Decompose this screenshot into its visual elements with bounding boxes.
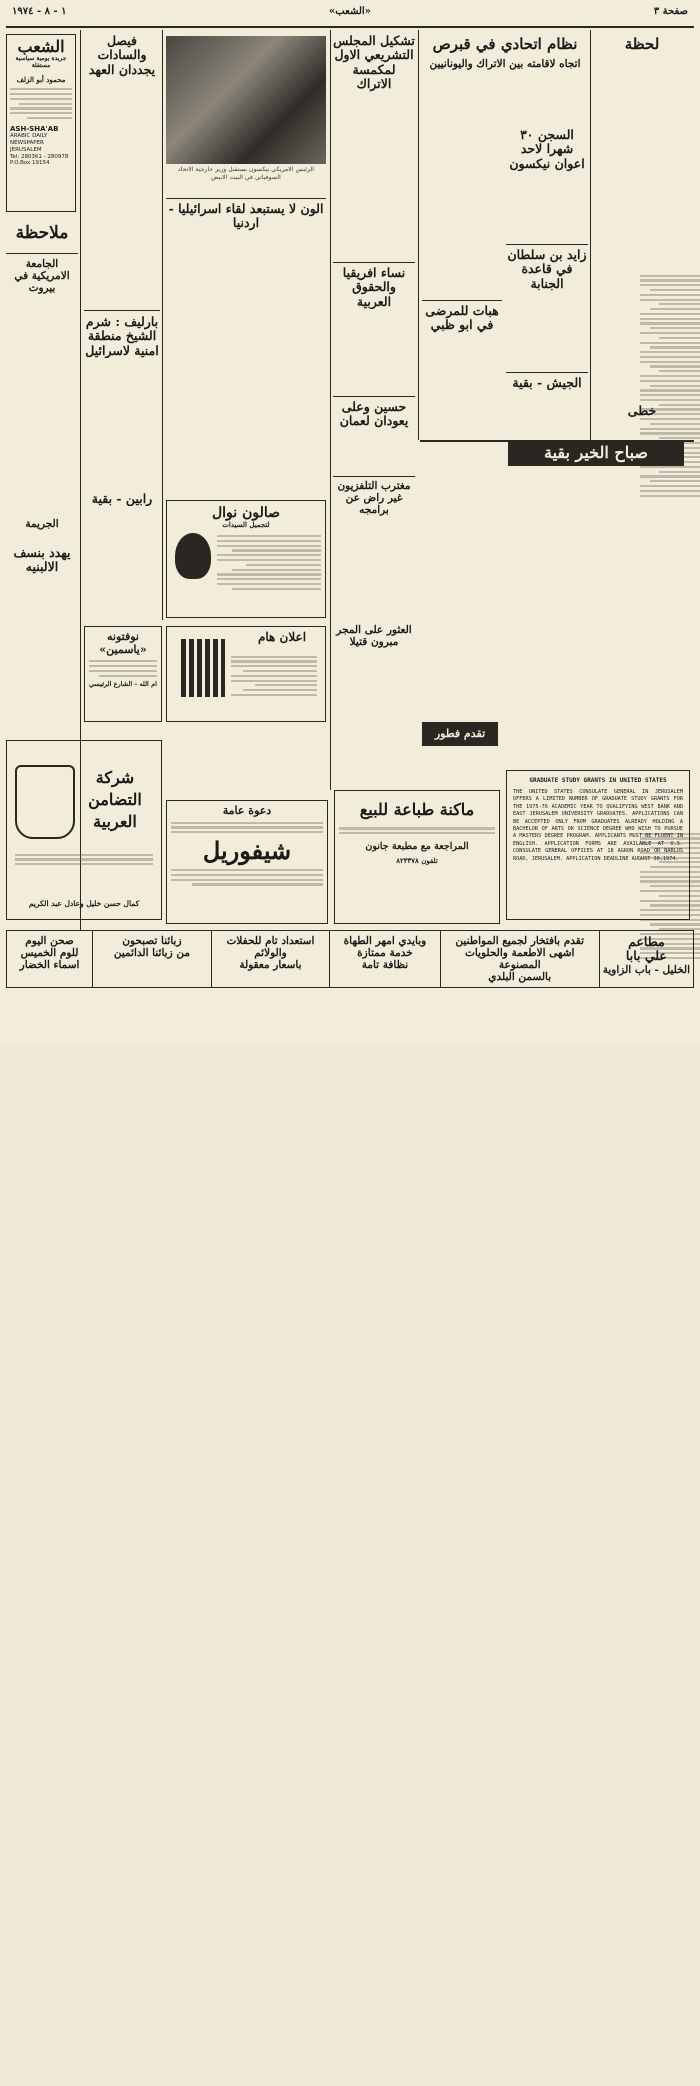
footer-cell-line1: استعداد تام للحفلات xyxy=(226,935,315,947)
printing-contact: المراجعة مع مطبعة جانون xyxy=(365,841,469,853)
nuftouna-address: ام الله - الشارع الرئيسي xyxy=(89,679,157,688)
masthead-tagline: جريدة يومية سياسية مستقلة xyxy=(15,55,67,70)
mulahazat-subtitle: الجامعة الامريكية في بيروت xyxy=(14,258,70,295)
nuftouna-ad xyxy=(84,626,162,722)
column-rule xyxy=(418,30,419,440)
tv-title: مغترب التلفزيون غير راض عن برامجه xyxy=(333,476,415,516)
footer-cell-line2: للوم الخميس xyxy=(20,947,79,960)
tadamun-title: شركة التضامن العربية xyxy=(88,768,142,831)
graduate-grants-notice xyxy=(506,770,690,920)
grants-body: THE UNITED STATES CONSULATE GENERAL IN JERUSALEM OFFERS A LIMITED NUMBER OF GRADUATE STUDY GRANTS FOR THE 1975-76 ACADEMIC YEAR TO QUALIFYING WEST BANK AND EAST JERUSALEM UNIVERSITY GRADUATES. APPLICATIONS CAN BE ACCEPTED ONLY FROM GRADUATES ALREADY HOLDING A BACHELOR OF ARTS OR SCIENCE DEGREE WHO WISH TO PURSUE A MASTERS DEGREE PROGRAM. APPLICANTS MUST BE FLUENT IN ENGLISH. APPLICATION FORMS ARE AVAILABLE AT U.S. CONSULATE GENERAL OFFICES AT 18 AGRON ROAD OR NABLUS ROAD, JERUSALEM. APPLICATION DEADLINE AUGUST 30,1974. xyxy=(513,789,683,862)
footer-cell xyxy=(329,931,439,987)
building-icon xyxy=(181,639,225,697)
footer-cell-line1: مطاعم xyxy=(628,934,665,949)
masthead-name: الشعب xyxy=(17,37,65,56)
cyprus-subtitle: اتجاه لاقامته بين الاتراك واليونانيين xyxy=(429,58,581,70)
nawal-subtitle: لتجميل السيدات xyxy=(222,520,270,530)
footer-cell xyxy=(92,931,211,987)
mulahazat-header xyxy=(6,224,78,254)
footer-cell-line2: من زبائنا الدائمين xyxy=(113,947,190,960)
nuftouna-title: نوفتونه «ياسمين» xyxy=(99,630,147,656)
alon-title: الون لا يستبعد لقاء اسرائيليا - اردنيا xyxy=(166,198,326,231)
column-rule xyxy=(590,30,591,440)
footer-cell-line3: اسماء الخضار xyxy=(19,959,80,972)
footer-cell-line2: اشهى الاطعمة والحلويات المصنوعة xyxy=(464,947,575,972)
albaniya-title: يهدد بنسف الالبنيه xyxy=(13,546,71,575)
footer-cell-line3: نظافة تامة xyxy=(361,959,409,972)
footer-cell-line2: خدمة ممتازة xyxy=(357,947,413,960)
footer-cell-line3: بالسمن البلدي xyxy=(488,971,552,984)
tadamun-ad xyxy=(6,740,162,920)
footer-cell xyxy=(211,931,330,987)
sink-icon xyxy=(15,765,75,839)
footer-cell-line1: تقدم بافتخار لجميع المواطنين xyxy=(455,935,585,947)
printing-phone: تلفون ٨٢٣٣٧٨ xyxy=(396,856,438,866)
body-found-title: العثور على المجر مبرون قتيلا xyxy=(333,624,415,648)
crime-title: الجريمة xyxy=(25,518,59,530)
footer-cell xyxy=(440,931,599,987)
footer-cell-line1: صحن اليوم xyxy=(25,935,74,947)
nixon-aide-title: السجن ٣٠ شهرا لاحد اعوان نيكسون xyxy=(509,128,585,171)
masthead-english-name: ASH-SHA'AB xyxy=(10,125,59,134)
mulahazat-body xyxy=(640,272,700,512)
breakfast-banner: تقدم فطور xyxy=(422,722,498,746)
footer-cell xyxy=(599,931,693,987)
masthead-english-sub: ARABIC DAILY NEWSPAPER JERUSALEM xyxy=(10,133,48,154)
chevrolet-brand: شيفوريل xyxy=(202,836,292,866)
turkish-council-title: تشكيل المجلس التشريعي الاول لمكمسة الاتراك xyxy=(333,34,415,92)
printing-machine-ad xyxy=(334,790,500,924)
sabah-al-khair-banner: صباح الخير بقية xyxy=(508,440,684,466)
important-notice-title: اعلان هام xyxy=(257,630,307,644)
column-rule xyxy=(330,30,331,790)
abu-dhabi-title: هبات للمرضى في ابو ظبي xyxy=(422,300,502,333)
grants-title: GRADUATE STUDY GRANTS IN UNITED STATES xyxy=(529,777,667,784)
masthead-pobox: P.O.Box 19154 xyxy=(10,160,50,167)
barlev-title: بارليف : شرم الشيخ منطقة امنية لاسرائيل xyxy=(84,310,160,358)
masthead-phones: Tel: 280361 - 280978 xyxy=(10,154,69,161)
footer-cell-line1: وبايدي امهر الطهاة xyxy=(343,935,427,947)
nawal-ad xyxy=(166,500,326,618)
restaurant-footer-ad xyxy=(6,930,694,988)
cyprus-title: نظام اتحادي في قبرص xyxy=(432,36,578,53)
printing-title: ماكنة طباعة للبيع xyxy=(359,800,475,819)
nawal-title: صالون نوال xyxy=(212,505,280,521)
footer-cell-line2: علي بابا xyxy=(625,948,667,964)
footer-cell-line3: الخليل - باب الزاوية xyxy=(602,963,691,976)
footer-cell xyxy=(7,931,92,987)
masthead-owners: محمود أبو الزلف xyxy=(16,75,66,85)
lahza-title: لحظة xyxy=(624,36,660,53)
tadamun-owners: كمال حسن خليل وعادل عبد الكريم xyxy=(28,899,140,909)
nixon-photo xyxy=(166,36,326,164)
header-rule xyxy=(6,26,694,28)
photo-caption: الرئيس الامريكي نيكسون يستقبل وزير خارجية الاتحاد السوفياتي في البيت الابيض xyxy=(177,166,315,182)
header-date: ١ - ٨ - ١٩٧٤ xyxy=(12,6,67,17)
masthead-box xyxy=(6,34,76,212)
hussein-title: حسين وعلى يعودان لعمان xyxy=(333,396,415,429)
lahza-signature: خطى xyxy=(627,404,657,418)
footer-cell-line1: زبائنا تصبحون xyxy=(122,935,182,947)
africa-title: نساء افريقيا والحقوق العربية xyxy=(333,262,415,309)
important-notice-ad xyxy=(166,626,326,722)
page-number: صفحة ٣ xyxy=(653,6,688,17)
faisal-sadat-title: فيصل والسادات يجددان العهد xyxy=(88,34,156,77)
woman-silhouette-icon xyxy=(175,533,211,579)
army-title: الجيش - بقية xyxy=(506,372,588,390)
chevrolet-heading: دعوة عامة xyxy=(222,804,272,817)
paper-name-header: «الشعب» xyxy=(329,6,371,17)
rabin-title: رابين - بقية xyxy=(91,492,153,506)
chevrolet-ad xyxy=(166,800,328,924)
mulahazat-title: ملاحظة xyxy=(15,224,69,243)
footer-cell-line2: والولائم xyxy=(254,947,287,960)
zayed-title: زايد بن سلطان في قاعدة الجنابة xyxy=(506,244,588,291)
footer-cell-line3: باسعار معقولة xyxy=(239,959,302,972)
column-rule xyxy=(162,30,163,620)
